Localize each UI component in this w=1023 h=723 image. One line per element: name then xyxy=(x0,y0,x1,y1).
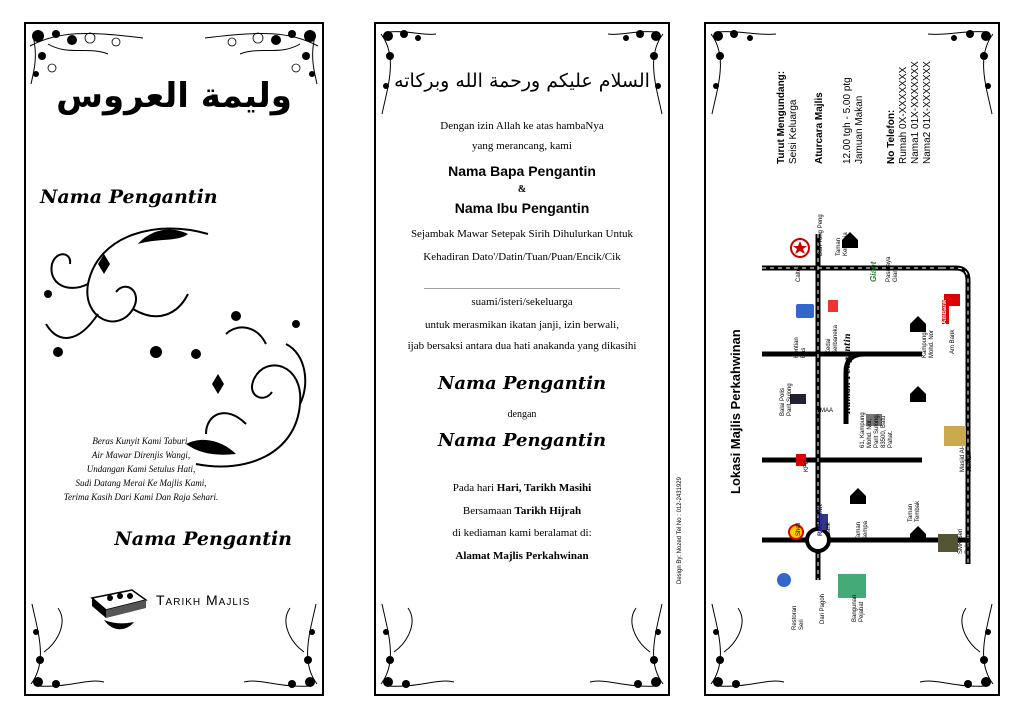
phone-name2: Nama2 01X-XXXXXXX xyxy=(922,61,933,164)
map-label-restoran: Restoran Seri xyxy=(792,605,805,630)
bus-icon xyxy=(796,304,814,318)
arabic-title: وليمة العروس xyxy=(56,76,292,116)
corner-ornament-bottom-right xyxy=(916,602,996,692)
bride-name: Nama Pengantin xyxy=(437,430,607,451)
map-label-rhb-logo: RHB BANK xyxy=(818,504,824,536)
corner-ornament-top-right xyxy=(926,26,996,116)
hijri-value: Tarikh Hijrah xyxy=(514,505,582,517)
map-label-shell: Shell xyxy=(796,522,802,536)
guest-name-dots: .................................................................................................. xyxy=(424,282,620,291)
corner-ornament-bottom-left xyxy=(378,602,458,692)
map-label-taman-sempa: Taman Sempa xyxy=(856,520,869,540)
map-label-hentian-bas: Hentian Bas xyxy=(794,337,807,358)
purpose-line-2: ijab bersaksi antara dua hati anakanda yang dikasihi xyxy=(407,340,637,352)
map-title: Lokasi Majlis Perkahwinan xyxy=(728,329,743,494)
cover-panel xyxy=(24,22,324,696)
map-label-kedai-serbaneka: Kedai Serbaneka xyxy=(826,324,839,354)
day-line xyxy=(376,482,668,494)
turut-heading: Turut Mengundang: xyxy=(776,70,787,164)
store-icon xyxy=(828,300,838,312)
poem-line: Sudi Datang Merai Ke Majlis Kami, xyxy=(75,478,207,488)
house-icon xyxy=(850,488,866,504)
house-icon xyxy=(910,526,926,542)
hijri-prefix: Bersamaan xyxy=(462,505,512,517)
map-label-caltex: Caltex xyxy=(796,264,802,282)
day-value: Hari, Tarikh Masihi xyxy=(496,482,592,494)
map-label-kfc: KFC xyxy=(804,460,810,472)
intro-line-1: Dengan izin Allah ke atas hambaNya xyxy=(440,120,604,132)
caltex-icon xyxy=(791,239,809,257)
map-label-address: 61, Kampung Mohd. Nor, Parit Sulong, 83500, Batu Pahat. xyxy=(860,412,894,448)
map-label-giant: Giant xyxy=(869,261,878,282)
family-line: suami/isteri/sekeluarga xyxy=(471,296,573,308)
aturcara-heading: Aturcara Majlis xyxy=(814,92,825,164)
school-icon xyxy=(938,534,958,552)
map-label-smk: SMK Seri Sekaih xyxy=(958,528,971,554)
designer-credit: Design By: Nozed Tel No : 012-2431929 xyxy=(677,477,683,584)
corner-ornament-bottom-right xyxy=(586,602,666,692)
invite-line-1: Sejambak Mawar Setepak Sirih Dihulurkan Untuk xyxy=(410,228,634,240)
map-label-bangunan: Bangunan Pejabat xyxy=(852,594,865,622)
restaurant-icon xyxy=(777,573,791,587)
map-panel xyxy=(704,22,1000,696)
ampersand: & xyxy=(517,184,527,195)
venue-address: Alamat Majlis Perkahwinan xyxy=(455,550,589,562)
house-icon xyxy=(910,386,926,402)
map-label-rumah-pengantin: Rumah Pengantin xyxy=(842,333,852,414)
poem-line: Air Mawar Direnjis Wangi, xyxy=(91,450,191,460)
date-label: Tarikh Majlis xyxy=(156,592,251,608)
phone-home: Rumah 0X-XXXXXXX xyxy=(898,66,909,164)
map-label-dari-yong-peng: Dari Yong Peng xyxy=(818,214,824,256)
father-name: Nama Bapa Pengantin xyxy=(448,163,596,179)
map-label-balai-polis: Balai Polis Parit Sulong xyxy=(780,383,793,416)
intro-line-2: yang merancang, kami xyxy=(472,140,572,152)
corner-ornament-top-left xyxy=(708,26,778,116)
salam-calligraphy: السلام عليكم ورحمة الله وبركاته xyxy=(394,70,650,92)
poem-line: Beras Kunyit Kami Taburi, xyxy=(92,436,190,446)
with-word: dengan xyxy=(507,409,537,420)
name-bottom: Nama Pengantin xyxy=(114,528,292,550)
map-label-masjid: Masjid Al-Jannah xyxy=(960,445,973,472)
turut-value: Seisi Keluarga xyxy=(788,99,799,164)
corner-ornament-bottom-left xyxy=(28,602,108,692)
groom-name: Nama Pengantin xyxy=(437,373,607,394)
map-label-ambank-logo: AmBank xyxy=(942,299,948,324)
map-label-maa: MAA xyxy=(816,408,822,422)
map-label-kampung-mohd-nor: Kampung Mohd. Nor xyxy=(922,329,935,358)
hijri-line xyxy=(376,505,668,517)
phone-heading: No Telefon: xyxy=(886,109,897,164)
purpose-line-1: untuk merasmikan ikatan janji, izin berwali, xyxy=(425,319,619,331)
aturcara-time: 12.00 tgh - 5.00 ptg xyxy=(842,77,853,164)
poem-line: Undangan Kami Setulus Hati, xyxy=(86,464,196,474)
poem xyxy=(26,434,256,504)
invitation-panel xyxy=(374,22,670,696)
map-label-bank: Bank xyxy=(826,522,832,536)
mother-name: Nama Ibu Pengantin xyxy=(454,200,590,216)
day-prefix: Pada hari xyxy=(452,482,495,494)
poem-line: Terima Kasih Dari Kami Dan Raja Sehari. xyxy=(63,492,219,502)
map-label-pasaraya-giant: Pasaraya Giant xyxy=(886,256,899,282)
map-label-taman-tembak: Taman Tembak xyxy=(908,500,921,522)
corner-ornament-bottom-left xyxy=(708,602,788,692)
corner-ornament-bottom-right xyxy=(240,602,320,692)
svg-text:MAA: MAA xyxy=(820,408,834,414)
venue-intro: di kediaman kami beralamat di: xyxy=(452,527,592,539)
map-label-taman-kemboja: Taman Kemboja xyxy=(836,232,849,256)
aturcara-event: Jamuan Makan xyxy=(854,95,865,164)
map-label-dari-pagoh: Dari Pagoh xyxy=(820,593,826,624)
phone-name1: Nama1 01X-XXXXXXX xyxy=(910,61,921,164)
invite-line-2: Kehadiran Dato'/Datin/Tuan/Puan/Encik/Cik xyxy=(423,251,621,263)
name-top: Nama Pengantin xyxy=(40,186,218,208)
map-label-am-bank: Am Bank xyxy=(950,329,956,354)
